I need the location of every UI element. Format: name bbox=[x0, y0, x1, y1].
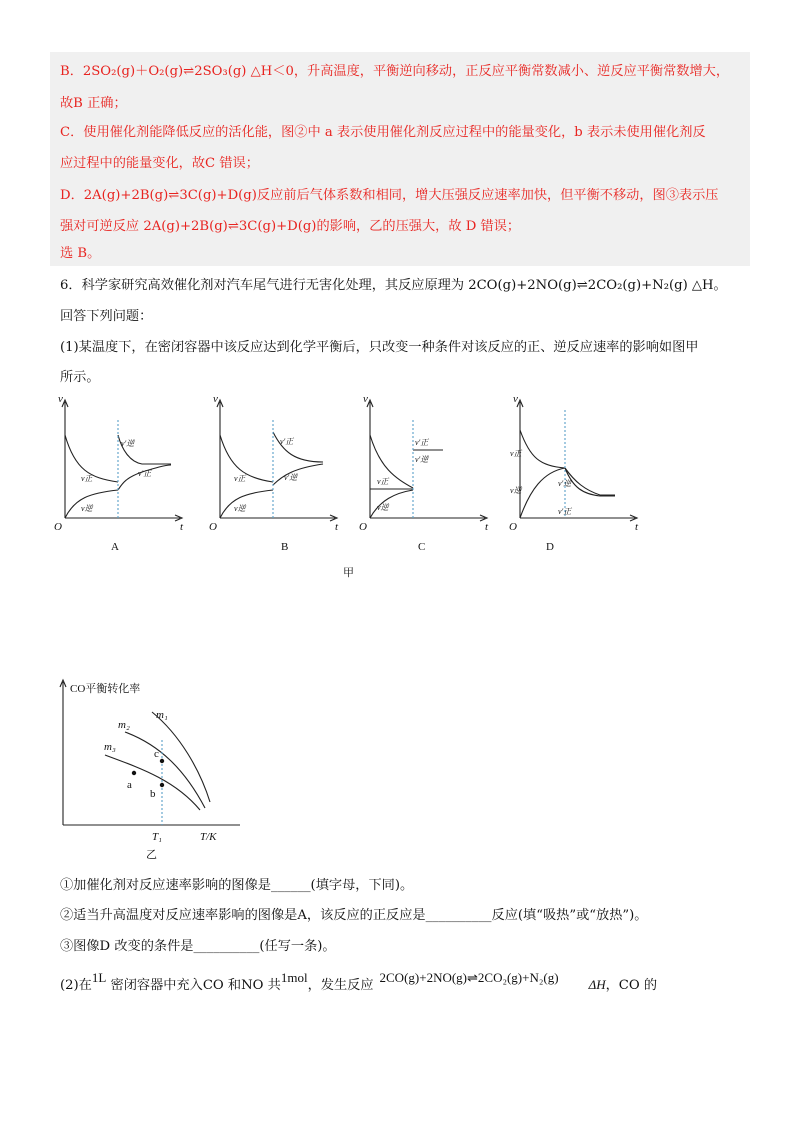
part1-text: (1)某温度下，在密闭容器中该反应达到化学平衡后，只改变一种条件对该反应的正、逆反应速率的影响如图甲 bbox=[60, 340, 699, 355]
figure-yi-caption: 乙 bbox=[146, 849, 157, 861]
part2-equation: 2CO(g)+2NO(g)⇌2CO₂(g)+N₂(g) bbox=[379, 970, 559, 985]
graph-c-t: t bbox=[485, 521, 489, 533]
graph-b-label-1: v'正 bbox=[280, 437, 294, 446]
part2-volume: 1L bbox=[91, 970, 107, 985]
point-b: b bbox=[150, 788, 156, 800]
graph-b-t: t bbox=[335, 521, 339, 533]
graph-d-label-4: v'正 bbox=[558, 507, 572, 516]
graph-c-label-3: v正 bbox=[377, 477, 389, 486]
part2-line bbox=[60, 970, 658, 996]
graph-a-o: O bbox=[54, 521, 62, 533]
answer-c-line2: 应过程中的能量变化，故C 错误； bbox=[60, 156, 259, 171]
graph-a-label-1: v'逆 bbox=[121, 439, 135, 448]
graph-d-v: v bbox=[513, 393, 518, 405]
answer-d-line1: D．2A(g)+2B(g)⇌3C(g)+D(g)反应前后气体系数和相同，增大压强反应速率加快，但平衡不移动，图③表示压 bbox=[60, 188, 719, 203]
part1-text-2: 所示。 bbox=[60, 370, 100, 385]
curve-m3: m₃ bbox=[104, 741, 116, 753]
graph-d-label-1: v正 bbox=[510, 449, 522, 458]
answer-d-line2: 强对可逆反应 2A(g)+2B(g)⇌3C(g)+D(g)的影响，乙的压强大，故 D 错误； bbox=[60, 219, 521, 234]
graph-b-label-2: v'逆 bbox=[284, 473, 298, 482]
figure-yi-t1: T₁ bbox=[152, 831, 162, 843]
graph-d bbox=[517, 400, 637, 521]
graph-a-label-4: v逆 bbox=[81, 504, 93, 513]
point-c: c bbox=[154, 748, 159, 760]
figure-yi-xlabel: T/K bbox=[200, 831, 217, 843]
graph-b bbox=[217, 400, 337, 521]
graph-c-label-1: v'正 bbox=[415, 438, 429, 447]
question-stem: 6．科学家研究高效催化剂对汽车尾气进行无害化处理，其反应原理为 2CO(g)+2NO(g)⇌2CO₂(g)+N₂(g) △H。 bbox=[60, 278, 727, 293]
graph-a-letter: A bbox=[111, 541, 119, 553]
graph-b-label-3: v正 bbox=[234, 474, 246, 483]
figure-jia bbox=[40, 390, 640, 590]
graph-b-o: O bbox=[209, 521, 217, 533]
point-a: a bbox=[127, 779, 132, 791]
graph-c-label-4: v逆 bbox=[377, 503, 389, 512]
graph-d-letter: D bbox=[546, 541, 554, 553]
figure-yi bbox=[50, 670, 250, 865]
answer-b-line1: B．2SO₂(g)＋O₂(g)⇌2SO₃(g) △H＜0，升高温度，平衡逆向移动，正反应平衡常数减小、逆反应平衡常数增大， bbox=[60, 64, 730, 79]
part2-mid2: ，发生反应 bbox=[307, 978, 374, 993]
graph-d-label-3: v'逆 bbox=[558, 479, 572, 488]
graph-d-label-2: v逆 bbox=[510, 486, 522, 495]
graph-c-label-2: v'逆 bbox=[415, 455, 429, 464]
graph-c-v: v bbox=[363, 393, 368, 405]
sub-question-1: ①加催化剂对反应速率影响的图像是______(填字母，下同)。 bbox=[60, 878, 414, 893]
curve-m2: m₂ bbox=[118, 719, 130, 731]
graph-a-label-2: v'正 bbox=[138, 469, 152, 478]
sub-question-2: ②适当升高温度对反应速率影响的图像是A，该反应的正反应是__________反应(填“吸热”或“放热”)。 bbox=[60, 908, 648, 923]
question-stem-2: 回答下列问题： bbox=[60, 309, 153, 324]
figure-yi-ylabel: CO平衡转化率 bbox=[70, 683, 141, 695]
part2-dh: ΔH bbox=[588, 977, 606, 992]
graph-d-t: t bbox=[635, 521, 639, 533]
figure-jia-caption: 甲 bbox=[343, 567, 354, 579]
graph-a-t: t bbox=[180, 521, 184, 533]
graph-b-v: v bbox=[213, 393, 218, 405]
graph-a-v: v bbox=[58, 393, 63, 405]
graph-c-o: O bbox=[359, 521, 367, 533]
graph-c-letter: C bbox=[418, 541, 426, 553]
graph-b-label-4: v逆 bbox=[234, 504, 246, 513]
graph-b-letter: B bbox=[281, 541, 289, 553]
answer-c-line1: C．使用催化剂能降低反应的活化能，图②中 a 表示使用催化剂反应过程中的能量变化，b 表示未使用催化剂反 bbox=[60, 125, 706, 140]
part2-end: ，CO 的 bbox=[605, 978, 658, 993]
part2-prefix: (2)在 bbox=[60, 978, 92, 993]
part2-amount: 1mol bbox=[280, 970, 308, 985]
graph-d-o: O bbox=[509, 521, 517, 533]
answer-conclusion: 选 B。 bbox=[60, 246, 101, 261]
curve-m1: m₁ bbox=[156, 709, 168, 721]
graph-a-label-3: v正 bbox=[81, 474, 93, 483]
part2-mid: 密闭容器中充入CO 和NO 共 bbox=[106, 978, 281, 993]
graph-a bbox=[62, 400, 182, 521]
answer-b-line2: 故B 正确； bbox=[60, 96, 127, 111]
sub-question-3: ③图像D 改变的条件是__________(任写一条)。 bbox=[60, 939, 336, 954]
